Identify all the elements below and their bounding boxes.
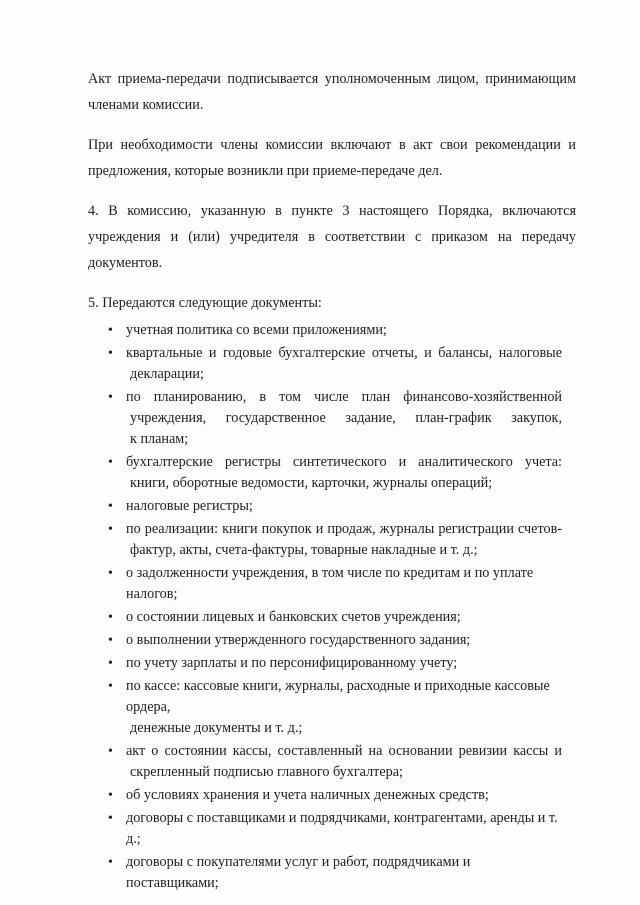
document-body	[88, 66, 576, 896]
bullet-icon	[108, 519, 113, 540]
list-item-3	[88, 387, 562, 450]
paragraph-2-line-1: При необходимости члены комиссии включают в акт свои рекомендации и	[88, 137, 576, 153]
list-item-6-line-1: по реализации: книги покупок и продаж, журналы регистрации счетов-	[126, 521, 562, 537]
paragraph-4	[88, 290, 576, 316]
list-item-4	[88, 452, 562, 494]
paragraph-2-line-2: предложения, которые возникли при приеме-передаче дел.	[88, 163, 443, 179]
documents-list	[88, 320, 576, 894]
bullet-icon	[108, 607, 113, 628]
list-item-13-line-1: об условиях хранения и учета наличных денежных средств;	[126, 787, 489, 803]
paragraph-3-line-2: учреждения и (или) учредителя в соответствии с приказом на передачу	[88, 229, 576, 245]
list-item-10-line-1: по учету зарплаты и по персонифицированному учету;	[126, 655, 458, 671]
list-item-7	[88, 563, 562, 605]
list-item-1-line-1: учетная политика со всеми приложениями;	[126, 322, 387, 338]
paragraph-3	[88, 198, 576, 276]
list-item-9	[88, 630, 562, 651]
paragraph-4-line-1: 5. Передаются следующие документы:	[88, 295, 322, 311]
bullet-icon	[108, 852, 113, 873]
bullet-icon	[108, 741, 113, 762]
list-item-5	[88, 496, 562, 517]
list-item-15-line-1: договоры с покупателями услуг и работ, подрядчиками и поставщиками;	[126, 854, 471, 891]
list-item-3-line-1: по планированию, в том числе план финансово-хозяйственной	[126, 389, 562, 405]
list-item-11-line-1: по кассе: кассовые книги, журналы, расходные и приходные кассовые ордера,	[126, 678, 550, 715]
list-item-12-line-1: акт о состоянии кассы, составленный на основании ревизии кассы и	[126, 743, 562, 759]
list-item-4-line-1: бухгалтерские регистры синтетического и аналитического учета:	[126, 454, 562, 470]
list-item-6-line-2: фактур, акты, счета-фактуры, товарные накладные и т. д.;	[130, 542, 478, 558]
bullet-icon	[108, 808, 113, 829]
list-item-12	[88, 741, 562, 783]
paragraph-1	[88, 66, 576, 118]
list-item-10	[88, 653, 562, 674]
list-item-8-line-1: о состоянии лицевых и банковских счетов учреждения;	[126, 609, 461, 625]
list-item-5-line-1: налоговые регистры;	[126, 498, 253, 514]
list-item-15	[88, 852, 562, 894]
list-item-2-line-2: декларации;	[130, 366, 204, 382]
list-item-13	[88, 785, 562, 806]
paragraph-3-line-3: документов.	[88, 255, 163, 271]
bullet-icon	[108, 452, 113, 473]
bullet-icon	[108, 496, 113, 517]
bullet-icon	[108, 343, 113, 364]
list-item-14-line-1: договоры с поставщиками и подрядчиками, контрагентами, аренды и т. д.;	[126, 810, 558, 847]
bullet-icon	[108, 676, 113, 697]
paragraph-1-line-2: членами комиссии.	[88, 97, 204, 113]
list-item-11	[88, 676, 562, 739]
paragraph-3-line-1: 4. В комиссию, указанную в пункте 3 настоящего Порядка, включаются	[88, 203, 576, 219]
list-item-2	[88, 343, 562, 385]
bullet-icon	[108, 785, 113, 806]
bullet-icon	[108, 387, 113, 408]
list-item-7-line-1: о задолженности учреждения, в том числе по кредитам и по уплате налогов;	[126, 565, 534, 602]
list-item-12-line-2: скрепленный подписью главного бухгалтера;	[130, 764, 403, 780]
list-item-2-line-1: квартальные и годовые бухгалтерские отчеты, и балансы, налоговые	[126, 345, 562, 361]
bullet-icon	[108, 653, 113, 674]
list-item-3-line-2: учреждения, государственное задание, план-график закупок,	[130, 410, 562, 426]
list-item-14	[88, 808, 562, 850]
list-item-11-line-2: денежные документы и т. д.;	[130, 720, 303, 736]
bullet-icon	[108, 320, 113, 341]
bullet-icon	[108, 630, 113, 651]
paragraph-1-line-1: Акт приема-передачи подписывается уполномоченным лицом, принимающим	[88, 71, 576, 87]
list-item-4-line-2: книги, оборотные ведомости, карточки, журналы операций;	[130, 475, 493, 491]
list-item-8	[88, 607, 562, 628]
paragraph-2	[88, 132, 576, 184]
list-item-1	[88, 320, 562, 341]
bullet-icon	[108, 563, 113, 584]
list-item-9-line-1: о выполнении утвержденного государственного задания;	[126, 632, 471, 648]
list-item-6	[88, 519, 562, 561]
list-item-3-line-3: к планам;	[130, 431, 189, 447]
